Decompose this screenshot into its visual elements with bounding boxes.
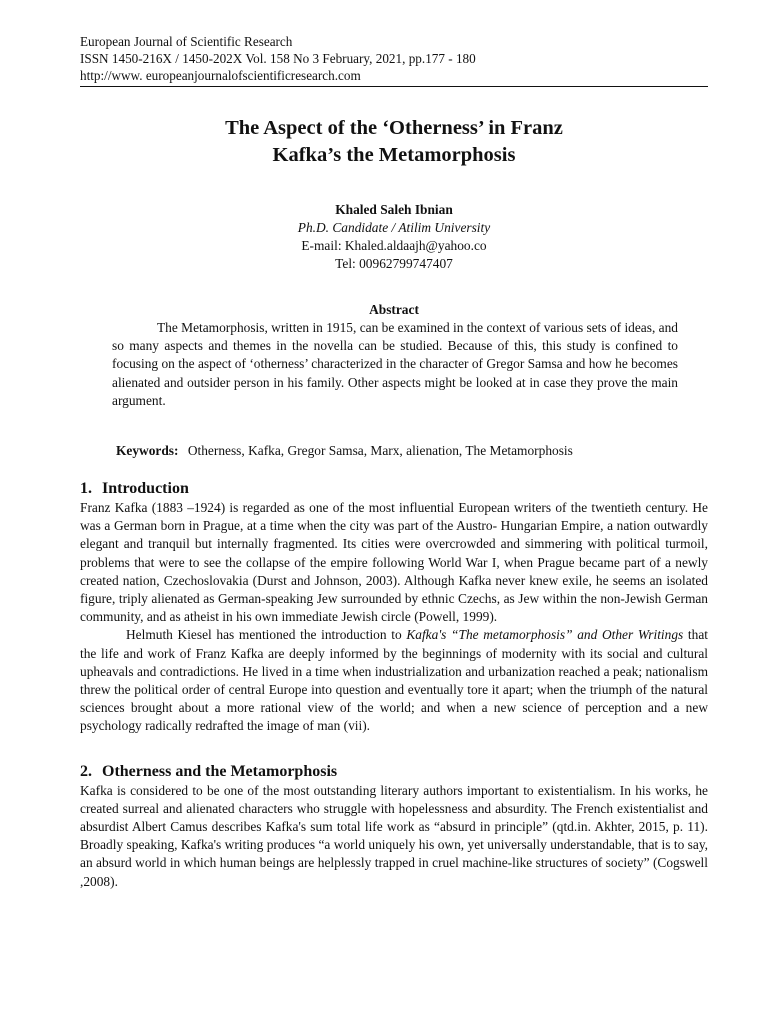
paper-title (80, 115, 708, 169)
section-title: Introduction (102, 480, 189, 498)
abstract-text: The Metamorphosis, written in 1915, can be examined in the context of various sets of ideas, and so many aspects and themes in the novella can be studied. Because of this, this study is confined to focusing on the aspect of ‘otherness’ characterized in the character of Gregor Samsa and how he becomes alienated and outsider person in his family. Other aspects might be looked at in case they prove the main argument. (112, 320, 678, 408)
section-heading-introduction (80, 479, 708, 499)
title-line-2: Kafka’s the Metamorphosis (272, 144, 516, 166)
section-heading-otherness (80, 762, 708, 782)
book-title-italic: Kafka's “The metamorphosis” and Other Writings (406, 627, 684, 643)
title-line-1: The Aspect of the ‘Otherness’ in Franz (225, 117, 563, 139)
header-rule (80, 86, 708, 87)
para2-text-before: Helmuth Kiesel has mentioned the introduction to (126, 627, 407, 643)
para2-text-after: that the life and work of Franz Kafka are deeply informed by the beginnings of modernity with its social and cultural upheavals and contradictions. He lived in a time when industrialization and urbanization reached a peak; nationalism threw the political order of central Europe into question and eventually tore it apart; when the triumph of the natural sciences brought about a more rational view of the world; and when a new science of perception and a new psychology radically redrafted the image of man (vii). (80, 627, 708, 734)
section-number: 2. (80, 762, 92, 780)
keywords (116, 442, 708, 460)
abstract-heading: Abstract (369, 302, 419, 317)
section-title: Otherness and the Metamorphosis (102, 762, 338, 780)
author-block (80, 201, 708, 273)
keywords-text: Otherness, Kafka, Gregor Samsa, Marx, alienation, The Metamorphosis (187, 443, 573, 459)
author-email: E-mail: Khaled.aldaajh@yahoo.co (301, 238, 487, 253)
paper-page (80, 33, 708, 891)
author-tel: Tel: 00962799747407 (335, 256, 453, 271)
section-number: 1. (80, 480, 92, 498)
otherness-paragraph-1: Kafka is considered to be one of the most outstanding literary authors important to existentialism. In his works, he created surreal and alienated characters who struggle with hopelessness and absurdity. The French existentialist and absurdist Albert Camus describes Kafka's sum total life work as “absurd in principle” (qtd.in. Akhter, 2015, p. 11). Broadly speaking, Kafka's writing produces “a world uniquely his own, yet universally understandable, that is to say, an absurd world in which human beings are helplessly trapped in cruel machine-like structures of society” (Cogswell ,2008). (80, 782, 708, 889)
author-name: Khaled Saleh Ibnian (335, 202, 453, 217)
journal-name: European Journal of Scientific Research (80, 34, 293, 49)
keywords-label: Keywords: (116, 443, 179, 459)
issn-line: ISSN 1450-216X / 1450-202X Vol. 158 No 3 February, 2021, pp.177 - 180 (80, 51, 476, 66)
author-affiliation: Ph.D. Candidate / Atilim University (297, 220, 491, 235)
journal-url[interactable]: http://www. europeanjournalofscientificresearch.com (80, 68, 361, 83)
introduction-paragraph-1: Franz Kafka (1883 –1924) is regarded as one of the most influential European writers of the twentieth century. He was a German born in Prague, at a time when the city was part of the Austro- Hungarian Empire, a nation outwardly elegant and tranquil but internally fragmented. Its cities were overcrowded and simmering with political turmoil, problems that were to see the collapse of the empire following World War I, when Prague became part of a newly created nation, Czechoslovakia (Durst and Johnson, 2003). Although Kafka never knew exile, he seems an isolated figure, triply alienated as German-speaking Jew surrounded by ethnic Czechs, as Jew within the non-Jewish German community, and as atheist in his own immediate Jewish circle (Powell, 1999). (80, 500, 708, 625)
journal-header (80, 33, 708, 84)
introduction-paragraph-2 (80, 626, 708, 735)
